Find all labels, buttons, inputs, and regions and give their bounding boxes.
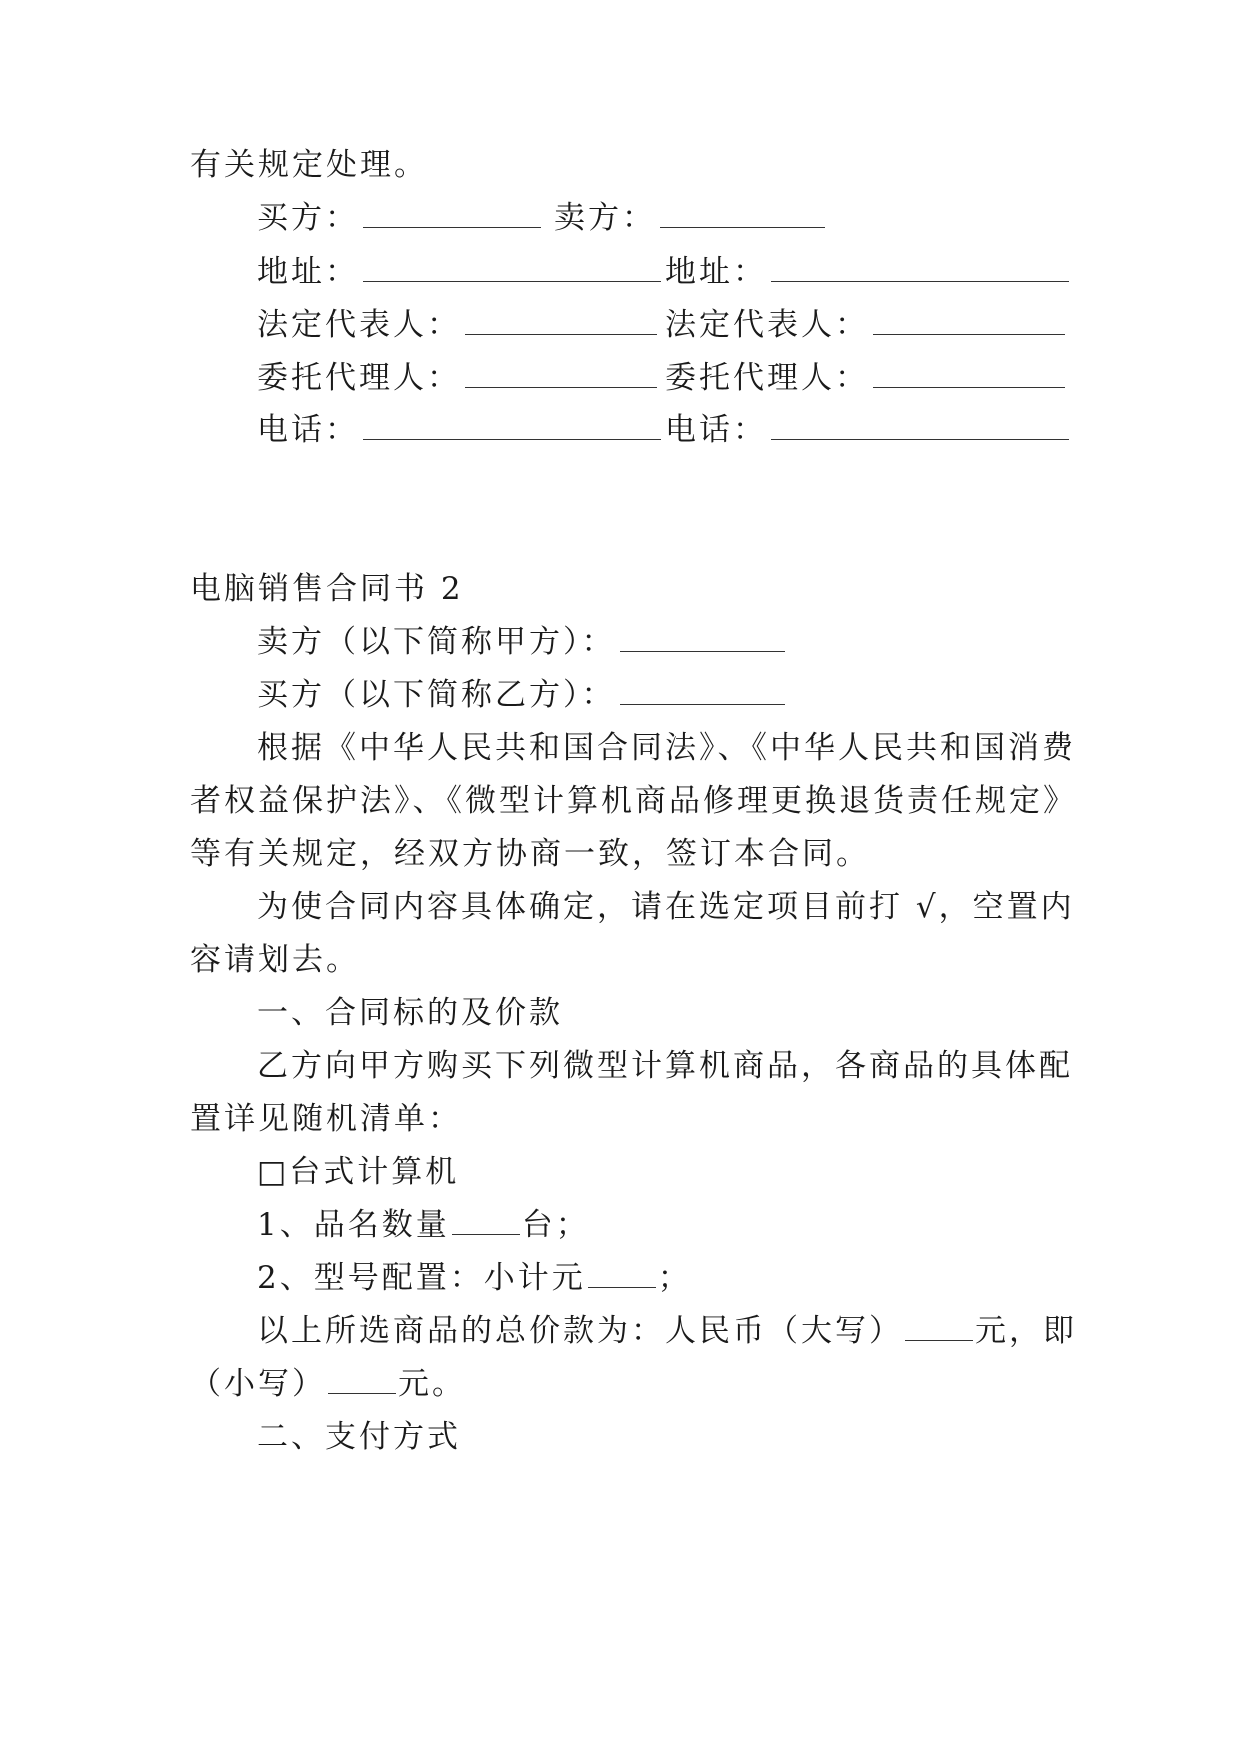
intro-tail: 有关规定处理。 (190, 147, 428, 183)
seller-line (257, 622, 1127, 662)
phone-label-left: 电话： (257, 412, 359, 448)
buyer-phone-field (257, 410, 661, 450)
seller-label: 卖方： (554, 200, 656, 236)
buyer-blank[interactable] (363, 199, 541, 228)
seller-address-field (665, 252, 1069, 292)
seller-phone-field (665, 410, 1069, 450)
buyer-line-label: 买方（以下简称乙方）： (257, 677, 616, 713)
item2-line (257, 1258, 1127, 1298)
total-suffix: 元，即 (975, 1313, 1077, 1349)
seller-field (554, 198, 825, 238)
buyer-address-field (257, 252, 661, 292)
address-label-right: 地址： (665, 254, 767, 290)
total-lowercase-blank[interactable] (328, 1365, 396, 1394)
item1-quantity-blank[interactable] (452, 1206, 520, 1235)
seller-line-label: 卖方（以下简称甲方）： (257, 624, 616, 660)
seller-agent-field (665, 358, 1065, 398)
buyer-phone-blank[interactable] (363, 411, 661, 440)
item2-suffix: ； (657, 1260, 692, 1296)
seller-legal-rep-blank[interactable] (873, 306, 1065, 335)
buyer-legal-rep-blank[interactable] (465, 306, 657, 335)
para1-line1: 根据《中华人民共和国合同法》、《中华人民共和国消费 (257, 730, 1076, 766)
agent-label-right: 委托代理人： (665, 360, 869, 396)
agent-label-left: 委托代理人： (257, 360, 461, 396)
buyer-legal-rep-field (257, 305, 657, 345)
para2-line1: 为使合同内容具体确定，请在选定项目前打 √，空置内 (257, 889, 1075, 925)
para2-line2: 容请划去。 (190, 942, 360, 978)
legal-rep-label-left: 法定代表人： (257, 307, 461, 343)
seller-blank[interactable] (660, 199, 825, 228)
section2-heading: 二、支付方式 (257, 1419, 461, 1455)
buyer-address-blank[interactable] (363, 253, 661, 282)
contract-title: 电脑销售合同书 2 (190, 571, 464, 607)
item2-prefix: 2、型号配置：小计元 (257, 1260, 586, 1296)
seller-line-blank[interactable] (620, 623, 785, 652)
item1-prefix: 1、品名数量 (257, 1207, 450, 1243)
small-suffix: 元。 (398, 1366, 466, 1402)
buyer-agent-field (257, 358, 657, 398)
buyer-field (257, 198, 541, 238)
item2-subtotal-blank[interactable] (588, 1259, 656, 1288)
para1-line2: 者权益保护法》、《微型计算机商品修理更换退货责任规定》 (190, 783, 1077, 819)
total-line (257, 1311, 1127, 1351)
small-prefix: （小写） (190, 1366, 326, 1402)
para3-line1: 乙方向甲方购买下列微型计算机商品，各商品的具体配 (257, 1048, 1073, 1084)
phone-label-right: 电话： (665, 412, 767, 448)
item1-line (257, 1205, 1127, 1245)
seller-address-blank[interactable] (771, 253, 1069, 282)
item1-suffix: 台； (521, 1207, 590, 1243)
para3-line2: 置详见随机清单： (190, 1101, 462, 1137)
seller-legal-rep-field (665, 305, 1065, 345)
address-label-left: 地址： (257, 254, 359, 290)
total-uppercase-blank[interactable] (905, 1312, 973, 1341)
total-prefix: 以上所选商品的总价款为：人民币（大写） (257, 1313, 903, 1349)
desktop-checkbox-item[interactable]: □台式计算机 (257, 1154, 460, 1190)
small-amount-line (190, 1364, 1060, 1404)
seller-phone-blank[interactable] (771, 411, 1069, 440)
seller-agent-blank[interactable] (873, 359, 1065, 388)
buyer-line (257, 675, 1127, 715)
section1-heading: 一、合同标的及价款 (257, 995, 563, 1031)
buyer-agent-blank[interactable] (465, 359, 657, 388)
buyer-line-blank[interactable] (620, 676, 785, 705)
legal-rep-label-right: 法定代表人： (665, 307, 869, 343)
para1-line3: 等有关规定，经双方协商一致，签订本合同。 (190, 836, 870, 872)
buyer-label: 买方： (257, 200, 359, 236)
